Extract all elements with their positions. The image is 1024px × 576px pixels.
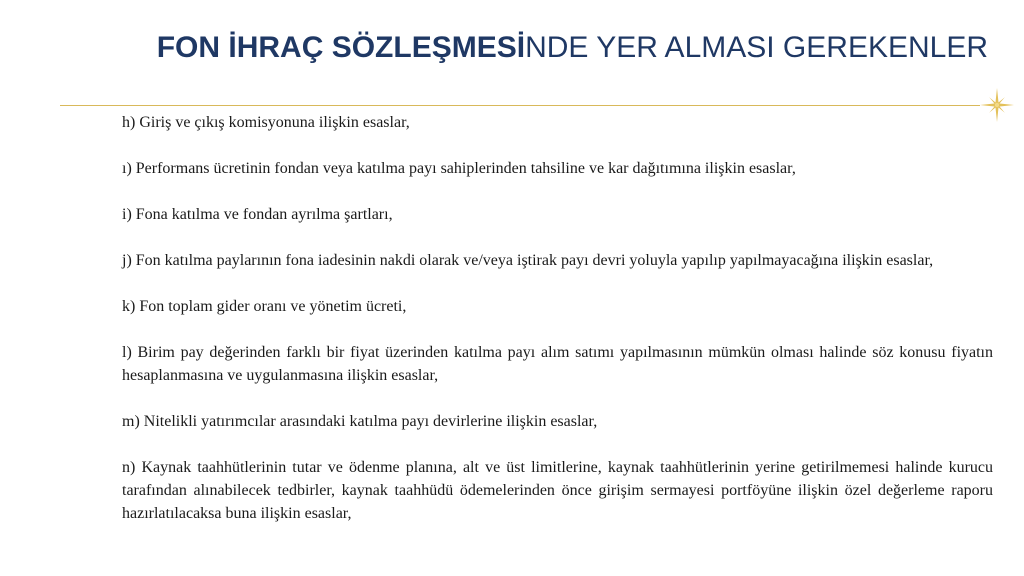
list-item: j) Fon katılma paylarının fona iadesinin nakdi olarak ve/veya iştirak payı devri yoluyla yapılıp yapılmayacağına ilişkin esaslar,: [122, 252, 934, 269]
list-item: h) Giriş ve çıkış komisyonuna ilişkin esaslar,: [122, 114, 410, 131]
title-normal-part: NDE YER ALMASI GEREKENLER: [525, 31, 988, 64]
list-item: n) Kaynak taahhütlerinin tutar ve ödenme planına, alt ve üst limitlerine, kaynak taahhütlerinin yerine getirilmemesi halinde kurucu tarafından alınabilecek tedbirler, kaynak taahhüdü ödemelerinden önce girişim sermayesi portföyüne ilişkin özel değerleme raporu hazırlatılacaksa buna ilişkin esaslar,: [122, 459, 993, 522]
list-item: ı) Performans ücretinin fondan veya katılma payı sahiplerinden tahsiline ve kar dağıtımına ilişkin esaslar,: [122, 160, 796, 177]
title-bold-part: FON İHRAÇ SÖZLEŞMESİ: [156, 31, 526, 64]
list-item: k) Fon toplam gider oranı ve yönetim ücreti,: [122, 298, 407, 315]
title-divider: [60, 105, 980, 106]
provisions-list: [122, 111, 993, 525]
list-item: l) Birim pay değerinden farklı bir fiyat üzerinden katılma payı alım satımı yapılmasının mümkün olması halinde söz konusu fiyatın hesaplanmasına ve uygulanmasına ilişkin esaslar,: [122, 344, 993, 384]
list-item: m) Nitelikli yatırımcılar arasındaki katılma payı devirlerine ilişkin esaslar,: [122, 413, 598, 430]
list-item: i) Fona katılma ve fondan ayrılma şartları,: [122, 206, 393, 223]
page-title: [0, 28, 988, 68]
